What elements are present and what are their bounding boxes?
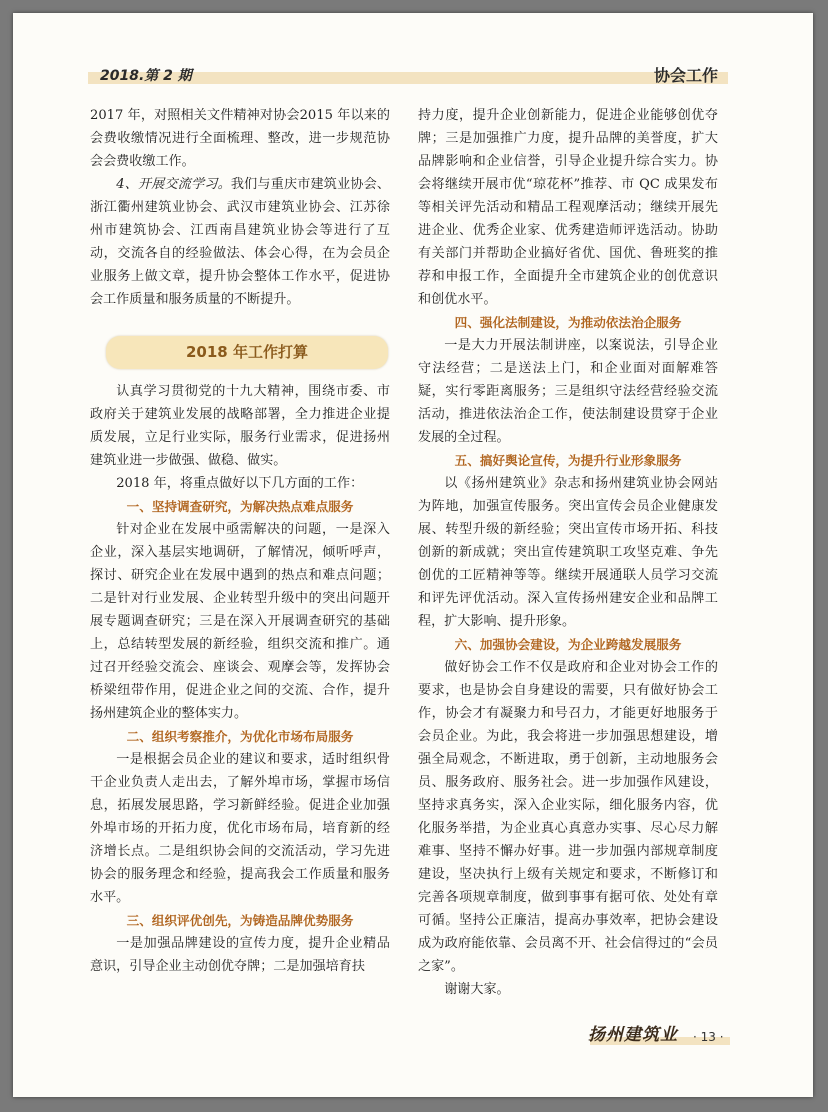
page-number: · 13 · <box>693 1030 724 1044</box>
section-heading: 一、坚持调查研究，为解决热点难点服务 <box>126 499 354 514</box>
right-column <box>418 104 718 1001</box>
paragraph: 针对企业在发展中亟需解决的问题，一是深入企业，深入基层实地调研，了解情况，倾听呼声，探讨、研究企业在发展中遇到的热点和难点问题；二是针对行业发展、企业转型升级中的突出问题开展专题调查研究；三是在深入开展调查研究的基础上，总结转型发展的新经验，组织交流和推广。通过召开经验交流会、座谈会、观摩会等，发挥协会桥梁纽带作用，促进企业之间的交流、合作，提升扬州建筑企业的整体实力。 <box>90 522 390 721</box>
left-column <box>90 104 390 978</box>
paragraph: 认真学习贯彻党的十九大精神，围绕市委、市政府关于建筑业发展的战略部署，全力推进企业提质发展，立足行业实际，服务行业需求，促进扬州建筑业进一步做强、做稳、做实。 <box>90 384 390 468</box>
section-heading: 三、组织评优创先，为铸造品牌优势服务 <box>126 913 354 928</box>
paragraph: 一是根据会员企业的建议和要求，适时组织骨干企业负责人走出去，了解外埠市场，掌握市场信息，拓展发展思路，学习新鲜经验。促进企业加强外埠市场的开拓力度，优化市场布局，培育新的经济增长点。二是组织协会间的交流活动，学习先进协会的服务理念和经验，提高我会工作质量和服务水平。 <box>90 752 390 905</box>
section-heading: 二、组织考察推介，为优化市场布局服务 <box>126 729 354 744</box>
paragraph: 一是大力开展法制讲座，以案说法，引导企业守法经营；二是送法上门，和企业面对面解难答疑，实行零距离服务；三是组织守法经营经验交流活动，推进依法治企工作，使法制建设贯穿于企业发展的全过程。 <box>418 338 718 445</box>
magazine-logo: 扬州建筑业 <box>588 1025 678 1045</box>
paragraph: 做好协会工作不仅是政府和企业对协会工作的要求，也是协会自身建设的需要，只有做好协会工作，协会才有凝聚力和号召力，才能更好地服务于会员企业。为此，我会将进一步加强思想建设，增强全局观念，不断进取，勇于创新，主动地服务会员、服务政府、服务社会。进一步加强作风建设，坚持求真务实，深入企业实际，细化服务内容，优化服务举措，为企业真心真意办实事、尽心尽力解难事、坚持不懈办好事。进一步加强内部规章制度建设，坚决执行上级有关规定和要求，不断修订和完善各项规章制度，做到事事有据可依、处处有章可循。坚持公正廉洁，提高办事效率，把协会建设成为政府能依靠、会员离不开、社会信得过的“会员之家”。 <box>418 660 718 974</box>
paragraph-text: 我们与重庆市建筑业协会、浙江衢州建筑业协会、武汉市建筑业协会、江苏徐州市建筑协会、江西南昌建筑业协会等进行了互动，交流各自的经验做法、体会心得，在为会员企业服务上做文章，提升协会整体工作水平，促进协会工作质量和服务质量的不断提升。 <box>90 177 390 307</box>
closing-remark: 谢谢大家。 <box>444 982 510 997</box>
paragraph: 持力度，提升企业创新能力，促进企业能够创优夺牌；三是加强推广力度，提升品牌的美誉度，扩大品牌影响和企业信誉，引导企业提升综合实力。协会将继续开展市优“琼花杯”推荐、市 QC 成果发布等相关评先活动和精品工程观摩活动；继续开展先进企业、优秀企业家、优秀建造师评选活动。协助有关部门并帮助企业搞好省优、国优、鲁班奖的推荐和申报工作，全面提升全市建筑企业的创优意识和创优水平。 <box>418 108 718 307</box>
section-heading: 六、加强协会建设，为企业跨越发展服务 <box>454 637 682 652</box>
section-title: 协会工作 <box>653 66 718 85</box>
paragraph: 2018 年，将重点做好以下几方面的工作： <box>116 476 364 491</box>
item-label: 4、开展交流学习。 <box>116 177 231 192</box>
section-banner: 2018 年工作打算 <box>106 336 388 369</box>
issue-label: 2018.第 2 期 <box>100 68 192 84</box>
paragraph: 2017 年，对照相关文件精神对协会2015 年以来的会费收缴情况进行全面梳理、整改，进一步规范协会会费收缴工作。 <box>90 108 390 169</box>
section-heading: 五、搞好舆论宣传，为提升行业形象服务 <box>454 453 682 468</box>
paragraph: 以《扬州建筑业》杂志和扬州建筑业协会网站为阵地，加强宣传服务。突出宣传会员企业健康发展、转型升级的新经验；突出宣传市场开拓、科技创新的新成就；突出宣传建筑职工攻坚克难、争先创优的工匠精神等等。继续开展通联人员学习交流和评先评优活动。深入宣传扬州建安企业和品牌工程，扩大影响、提升形象。 <box>418 476 718 629</box>
paragraph: 一是加强品牌建设的宣传力度，提升企业精品意识，引导企业主动创优夺牌；二是加强培育扶 <box>90 936 390 974</box>
paragraph <box>90 173 390 311</box>
section-heading: 四、强化法制建设，为推动依法治企服务 <box>454 315 682 330</box>
